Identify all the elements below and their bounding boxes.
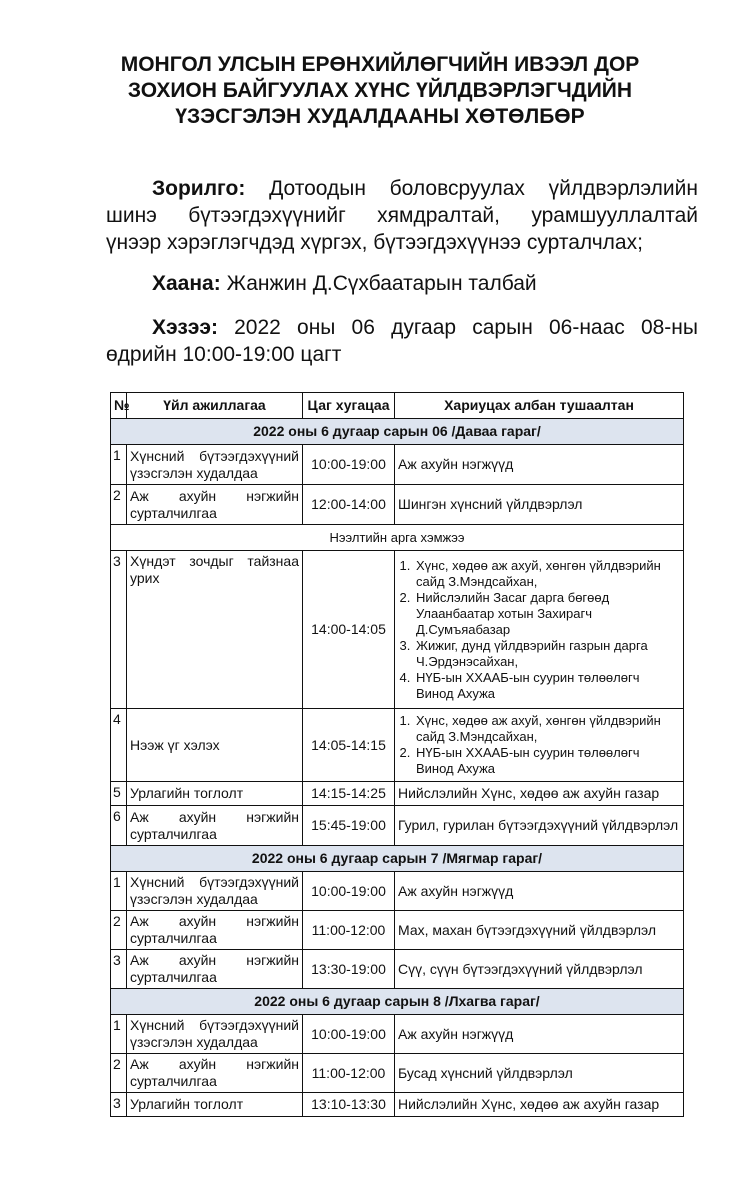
- activity-cell: [127, 485, 303, 525]
- header-no: №: [111, 393, 127, 419]
- date-label: Хэзээ:: [152, 316, 218, 339]
- responsible-cell: Аж ахуйн нэгжүүд: [395, 445, 684, 485]
- ceremony-title: Нээлтийн арга хэмжээ: [111, 525, 684, 551]
- location-paragraph: [106, 270, 698, 297]
- activity-text: Аж ахуйн нэгжийн: [130, 808, 299, 825]
- location-text: Жанжин Д.Сүхбаатарын талбай: [226, 272, 537, 295]
- ceremony-row: [111, 525, 684, 551]
- table-row: [111, 782, 684, 806]
- table-row: [111, 806, 684, 846]
- row-number: 2: [111, 911, 127, 950]
- row-number: 1: [111, 872, 127, 911]
- table-row: [111, 709, 684, 782]
- table-row: [111, 1054, 684, 1093]
- table-header-row: [111, 393, 684, 419]
- responsible-cell: Гурил, гурилан бүтээгдэхүүний үйлдвэрлэл: [395, 806, 684, 846]
- activity-cell: [127, 911, 303, 950]
- day-header-row: [111, 989, 684, 1015]
- day-2-title: 2022 оны 6 дугаар сарын 7 /Мягмар гараг/: [111, 846, 684, 872]
- header-time: Цаг хугацаа: [303, 393, 395, 419]
- location-label: Хаана:: [152, 272, 221, 295]
- responsible-list: [398, 558, 680, 702]
- goal-text-1: Дотоодын боловсруулах үйлдвэрлэлийн: [269, 177, 698, 200]
- time-cell: 12:00-14:00: [303, 485, 395, 525]
- row-number: 5: [111, 782, 127, 806]
- activity-text: сурталчилгаа: [130, 969, 217, 985]
- activity-text: Хүнсний бүтээгдэхүүний: [130, 1017, 299, 1033]
- time-cell: 10:00-19:00: [303, 872, 395, 911]
- day-1-title: 2022 оны 6 дугаар сарын 06 /Даваа гараг/: [111, 419, 684, 445]
- activity-cell: [127, 872, 303, 911]
- document-title: [90, 52, 670, 130]
- responsible-cell: Шингэн хүнсний үйлдвэрлэл: [395, 485, 684, 525]
- title-line-2: ЗОХИОН БАЙГУУЛАХ ХҮНС ҮЙЛДВЭРЛЭГЧДИЙН: [127, 79, 633, 102]
- activity-text: Хүндэт зочдыг тайзнаа: [130, 553, 299, 569]
- activity-cell: [127, 551, 303, 709]
- header-responsible: Хариуцах албан тушаалтан: [395, 393, 684, 419]
- title-line-1: МОНГОЛ УЛСЫН ЕРӨНХИЙЛӨГЧИЙН ИВЭЭЛ ДОР: [120, 53, 640, 76]
- activity-text: Хүнсний бүтээгдэхүүний: [130, 874, 299, 890]
- goal-paragraph: [106, 175, 698, 256]
- time-cell: 10:00-19:00: [303, 1015, 395, 1054]
- table-row: [111, 911, 684, 950]
- time-cell: 14:00-14:05: [303, 551, 395, 709]
- activity-text: үзэсгэлэн худалдаа: [130, 891, 258, 907]
- date-text-2: өдрийн 10:00-19:00 цагт: [106, 343, 342, 366]
- table-row: [111, 950, 684, 989]
- date-paragraph: [106, 314, 698, 368]
- activity-text: Аж ахуйн нэгжийн: [130, 487, 299, 504]
- activity-text: Аж ахуйн нэгжийн: [130, 1056, 299, 1072]
- day-header-row: [111, 846, 684, 872]
- responsible-cell: Мах, махан бүтээгдэхүүний үйлдвэрлэл: [395, 911, 684, 950]
- row-number: 3: [111, 1093, 127, 1117]
- row-number: 1: [111, 1015, 127, 1054]
- title-line-3: ҮЗЭСГЭЛЭН ХУДАЛДААНЫ ХӨТӨЛБӨР: [175, 105, 585, 128]
- list-item: 1. Хүнс, хөдөө аж ахуй, хөнгөн үйлдвэрийн сайд З.Мэндсайхан,: [414, 713, 680, 745]
- table-row: [111, 1093, 684, 1117]
- row-number: 4: [111, 709, 127, 782]
- row-number: 2: [111, 485, 127, 525]
- table-row: [111, 872, 684, 911]
- responsible-cell: Нийслэлийн Хүнс, хөдөө аж ахуйн газар: [395, 782, 684, 806]
- activity-cell: [127, 806, 303, 846]
- table-row: [111, 551, 684, 709]
- list-item: 1. Хүнс, хөдөө аж ахуй, хөнгөн үйлдвэрийн сайд З.Мэндсайхан,: [414, 558, 680, 590]
- responsible-cell: [395, 709, 684, 782]
- activity-text: сурталчилгаа: [130, 1073, 217, 1089]
- time-cell: 11:00-12:00: [303, 911, 395, 950]
- list-item: 4. НҮБ-ын ХХААБ-ын суурин төлөөлөгч Винод Ахужа: [414, 670, 680, 702]
- header-activity: Үйл ажиллагаа: [127, 393, 303, 419]
- responsible-cell: Бусад хүнсний үйлдвэрлэл: [395, 1054, 684, 1093]
- row-number: 2: [111, 1054, 127, 1093]
- goal-text-2: шинэ бүтээгдэхүүнийг хямдралтай, урамшууллалтай: [106, 204, 698, 227]
- row-number: 1: [111, 445, 127, 485]
- time-cell: 13:10-13:30: [303, 1093, 395, 1117]
- activity-cell: Нээж үг хэлэх: [127, 709, 303, 782]
- activity-cell: [127, 1015, 303, 1054]
- time-cell: 13:30-19:00: [303, 950, 395, 989]
- time-cell: 14:15-14:25: [303, 782, 395, 806]
- date-text-1: 2022 оны 06 дугаар сарын 06-наас 08-ны: [234, 316, 698, 339]
- day-3-title: 2022 оны 6 дугаар сарын 8 /Лхагва гараг/: [111, 989, 684, 1015]
- responsible-cell: [395, 551, 684, 709]
- responsible-cell: Аж ахуйн нэгжүүд: [395, 872, 684, 911]
- activity-cell: [127, 950, 303, 989]
- responsible-cell: Аж ахуйн нэгжүүд: [395, 1015, 684, 1054]
- activity-cell: [127, 1054, 303, 1093]
- row-number: 3: [111, 950, 127, 989]
- activity-cell: Урлагийн тоглолт: [127, 1093, 303, 1117]
- table-row: [111, 1015, 684, 1054]
- time-cell: 11:00-12:00: [303, 1054, 395, 1093]
- activity-cell: [127, 445, 303, 485]
- activity-text: сурталчилгаа: [130, 504, 217, 521]
- goal-label: Зорилго:: [152, 177, 246, 200]
- activity-text: Хүнсний бүтээгдэхүүний: [130, 447, 299, 464]
- schedule-table: [110, 392, 684, 1117]
- activity-text: урих: [130, 570, 160, 586]
- activity-cell: Урлагийн тоглолт: [127, 782, 303, 806]
- table-row: [111, 485, 684, 525]
- activity-text: Аж ахуйн нэгжийн: [130, 952, 299, 968]
- responsible-cell: Нийслэлийн Хүнс, хөдөө аж ахуйн газар: [395, 1093, 684, 1117]
- list-item: 3. Жижиг, дунд үйлдвэрийн газрын дарга Ч.Эрдэнэсайхан,: [414, 638, 680, 670]
- activity-text: Аж ахуйн нэгжийн: [130, 913, 299, 929]
- responsible-cell: Сүү, сүүн бүтээгдэхүүний үйлдвэрлэл: [395, 950, 684, 989]
- day-header-row: [111, 419, 684, 445]
- row-number: 6: [111, 806, 127, 846]
- activity-text: сурталчилгаа: [130, 825, 217, 842]
- goal-text-3: үнээр хэрэглэгчдэд хүргэх, бүтээгдэхүүнээ сурталчлах;: [106, 231, 643, 254]
- activity-text: үзэсгэлэн худалдаа: [130, 1034, 258, 1050]
- time-cell: 14:05-14:15: [303, 709, 395, 782]
- row-number: 3: [111, 551, 127, 709]
- time-cell: 10:00-19:00: [303, 445, 395, 485]
- activity-text: үзэсгэлэн худалдаа: [130, 464, 258, 481]
- activity-text: сурталчилгаа: [130, 930, 217, 946]
- time-cell: 15:45-19:00: [303, 806, 395, 846]
- responsible-list: [398, 713, 680, 777]
- list-item: 2. НҮБ-ын ХХААБ-ын суурин төлөөлөгч Винод Ахужа: [414, 745, 680, 777]
- list-item: 2. Нийслэлийн Засаг дарга бөгөөд Улаанбаатар хотын Захирагч Д.Сумъяабазар: [414, 590, 680, 638]
- table-row: [111, 445, 684, 485]
